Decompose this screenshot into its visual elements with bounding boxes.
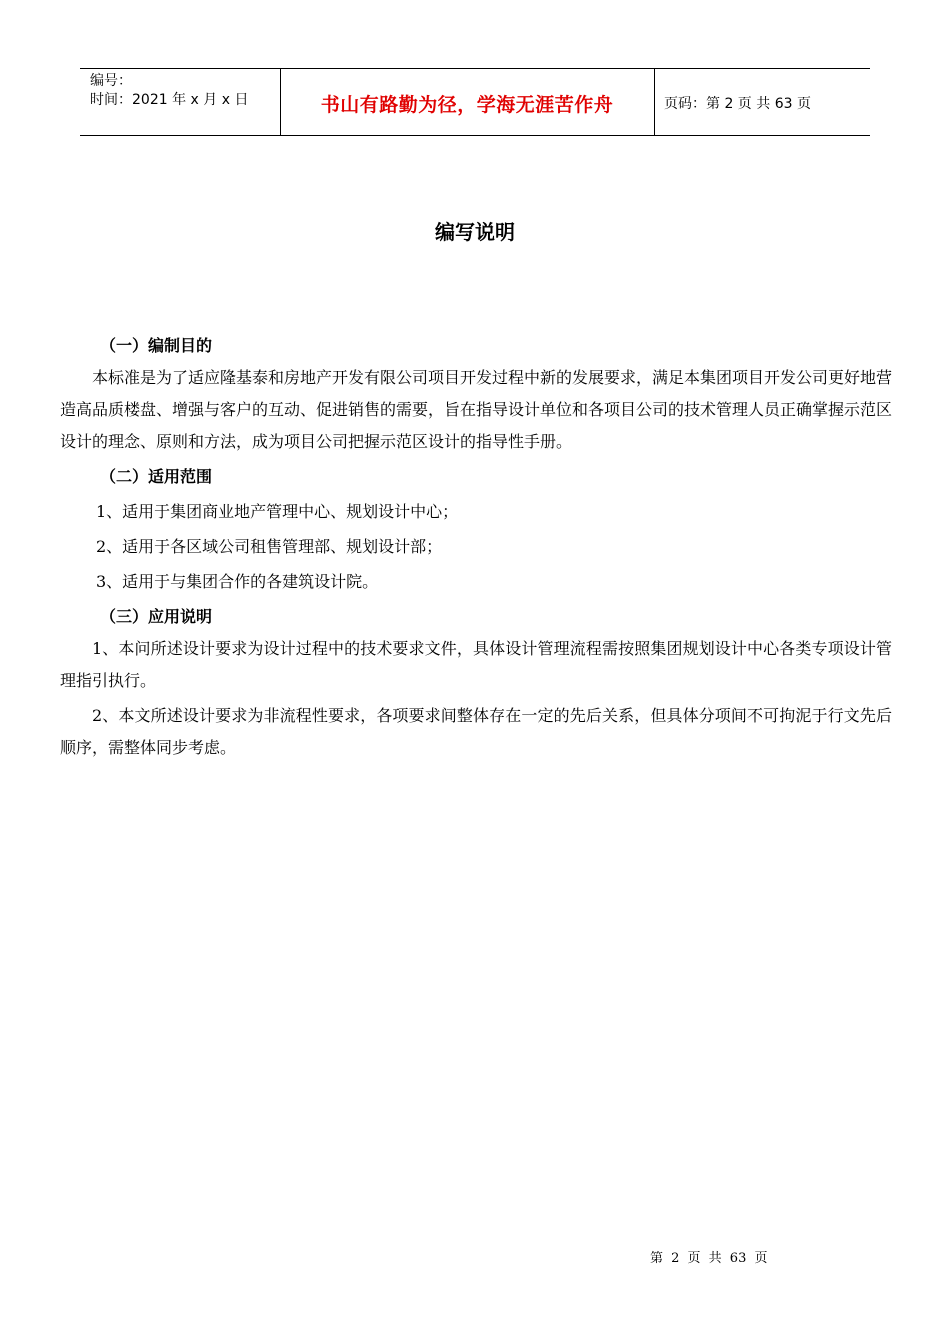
header-meta <box>90 72 248 110</box>
purpose-paragraph: 本标准是为了适应隆基泰和房地产开发有限公司项目开发过程中新的发展要求，满足本集团项目开发公司更好地营造高品质楼盘、增强与客户的互动、促进销售的需要，旨在指导设计单位和各项目公司的技术管理人员正确掌握示范区设计的理念、原则和方法，成为项目公司把握示范区设计的指导性手册。 <box>60 368 893 451</box>
page-title: 编写说明 <box>435 220 515 244</box>
section-heading-scope: （二）适用范围 <box>100 467 213 486</box>
header-divider <box>654 69 655 135</box>
section-heading-application: （三）应用说明 <box>100 607 213 626</box>
header-motto: 书山有路勤为径，学海无涯苦作舟 <box>320 94 614 116</box>
section-heading-purpose: （一）编制目的 <box>100 336 213 355</box>
document-header <box>80 68 870 136</box>
header-page-info: 页码：第 2 页 共 63 页 <box>664 96 811 112</box>
application-paragraph: 1、本问所述设计要求为设计过程中的技术要求文件，具体设计管理流程需按照集团规划设计中心各类专项设计管理指引执行。 <box>60 639 892 690</box>
application-paragraph: 2、本文所述设计要求为非流程性要求，各项要求间整体存在一定的先后关系，但具体分项间不可拘泥于行文先后顺序，需整体同步考虑。 <box>60 706 892 757</box>
scope-item: 1、适用于集团商业地产管理中心、规划设计中心； <box>96 502 459 521</box>
document-number-label: 编号： <box>90 73 132 89</box>
document-body <box>60 330 892 764</box>
scope-item: 2、适用于各区域公司租售管理部、规划设计部； <box>96 537 443 556</box>
document-time-label: 时间：2021 年 x 月 x 日 <box>90 92 249 108</box>
scope-item: 3、适用于与集团合作的各建筑设计院。 <box>96 572 379 591</box>
page-footer: 第 2 页 共 63 页 <box>650 1251 768 1266</box>
